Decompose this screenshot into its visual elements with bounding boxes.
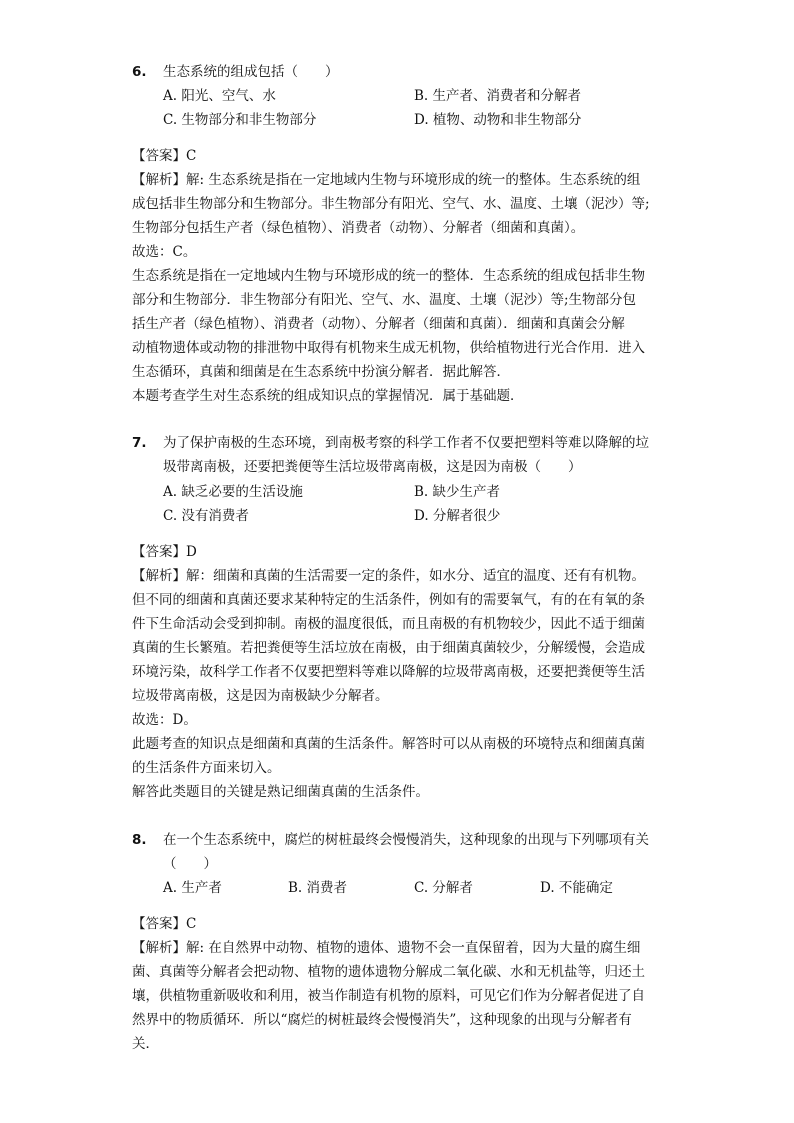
analysis-line: 故选：D。 [132, 712, 197, 728]
analysis-line: 关． [132, 1036, 159, 1052]
analysis-line: 成包括非生物部分和生物部分。非生物部分有阳光、空气、水、温度、土壤（泥沙）等; [132, 196, 650, 212]
analysis-line: 菌、真菌等分解者会把动物、植物的遗体遗物分解成二氧化碳、水和无机盐等，归还土 [132, 964, 645, 980]
answer-label: 【答案】D [132, 544, 197, 560]
question-stem: 为了保护南极的生态环境，到南极考察的科学工作者不仅要把塑料等难以降解的垃 [163, 435, 649, 451]
question-number: 8. [132, 832, 147, 848]
option-d: D. 分解者很少 [414, 508, 501, 524]
question-number: 7. [132, 435, 147, 451]
answer-label: 【答案】C [132, 916, 197, 932]
option-c: C. 生物部分和非生物部分 [163, 112, 317, 128]
option-d: D. 不能确定 [540, 880, 613, 896]
analysis-line: 故选：C。 [132, 244, 197, 260]
analysis-line: 的生活条件方面来切入。 [132, 760, 281, 776]
option-b: B. 缺少生产者 [414, 484, 501, 500]
option-c: C. 没有消费者 [163, 508, 249, 524]
analysis-line: 部分和生物部分．非生物部分有阳光、空气、水、温度、土壤（泥沙）等;生物部分包 [132, 292, 637, 308]
question-stem: 在一个生态系统中，腐烂的树桩最终会慢慢消失，这种现象的出现与下列哪项有关 [163, 832, 649, 848]
analysis-line: 【解析】解: 在自然界中动物、植物的遗体、遗物不会一直保留着，因为大量的腐生细 [132, 940, 641, 956]
analysis-line: 本题考查学生对生态系统的组成知识点的掌握情况．属于基础题． [132, 388, 524, 404]
analysis-line: 括生产者（绿色植物）、消费者（动物）、分解者（细菌和真菌）．细菌和真菌会分解 [132, 316, 625, 332]
question-stem: 生态系统的组成包括（ ） [163, 64, 339, 80]
analysis-line: 但不同的细菌和真菌还要求某种特定的生活条件，例如有的需要氧气，有的在有氧的条 [132, 592, 645, 608]
analysis-line: 【解析】解: 生态系统是指在一定地域内生物与环境形成的统一的整体。生态系统的组 [132, 172, 641, 188]
analysis-line: 真菌的生长繁殖。若把粪便等生活垃放在南极，由于细菌真菌较少，分解缓慢，会造成 [132, 640, 645, 656]
option-d: D. 植物、动物和非生物部分 [414, 112, 582, 128]
analysis-line: 生态系统是指在一定地域内生物与环境形成的统一的整体．生态系统的组成包括非生物 [132, 268, 645, 284]
analysis-line: 解答此类题目的关键是熟记细菌真菌的生活条件。 [132, 784, 429, 800]
analysis-line: 环境污染，故科学工作者不仅要把塑料等难以降解的垃圾带离南极，还要把粪便等生活 [132, 664, 645, 680]
analysis-line: 然界中的物质循环．所以“腐烂的树桩最终会慢慢消失”，这种现象的出现与分解者有 [132, 1012, 632, 1028]
answer-label: 【答案】C [132, 148, 197, 164]
option-a: A. 阳光、空气、水 [163, 88, 276, 104]
analysis-line: 壤，供植物重新吸收和利用，被当作制造有机物的原料，可见它们作为分解者促进了自 [132, 988, 645, 1004]
option-a: A. 缺乏必要的生活设施 [163, 484, 303, 500]
question-stem: 圾带离南极，还要把粪便等生活垃圾带离南极，这是因为南极（ ） [163, 459, 582, 475]
question-number: 6. [132, 64, 147, 80]
analysis-line: 此题考查的知识点是细菌和真菌的生活条件。解答时可以从南极的环境特点和细菌真菌 [132, 736, 645, 752]
option-a: A. 生产者 [163, 880, 222, 896]
analysis-line: 生物部分包括生产者（绿色植物）、消费者（动物）、分解者（细菌和真菌）。 [132, 220, 585, 236]
question-stem: （ ） [163, 856, 217, 872]
option-b: B. 生产者、消费者和分解者 [414, 88, 582, 104]
analysis-line: 动植物遗体或动物的排泄物中取得有机物来生成无机物，供给植物进行光合作用．进入 [132, 340, 645, 356]
option-c: C. 分解者 [414, 880, 473, 896]
option-b: B. 消费者 [288, 880, 348, 896]
analysis-line: 生态循环，真菌和细菌是在生态系统中扮演分解者．据此解答． [132, 364, 510, 380]
analysis-line: 垃圾带离南极，这是因为南极缺少分解者。 [132, 688, 389, 704]
analysis-line: 【解析】解：细菌和真菌的生活需要一定的条件，如水分、适宜的温度、还有有机物。 [132, 568, 645, 584]
analysis-line: 件下生命活动会受到抑制。南极的温度很低，而且南极的有机物较少，因此不适于细菌 [132, 616, 645, 632]
